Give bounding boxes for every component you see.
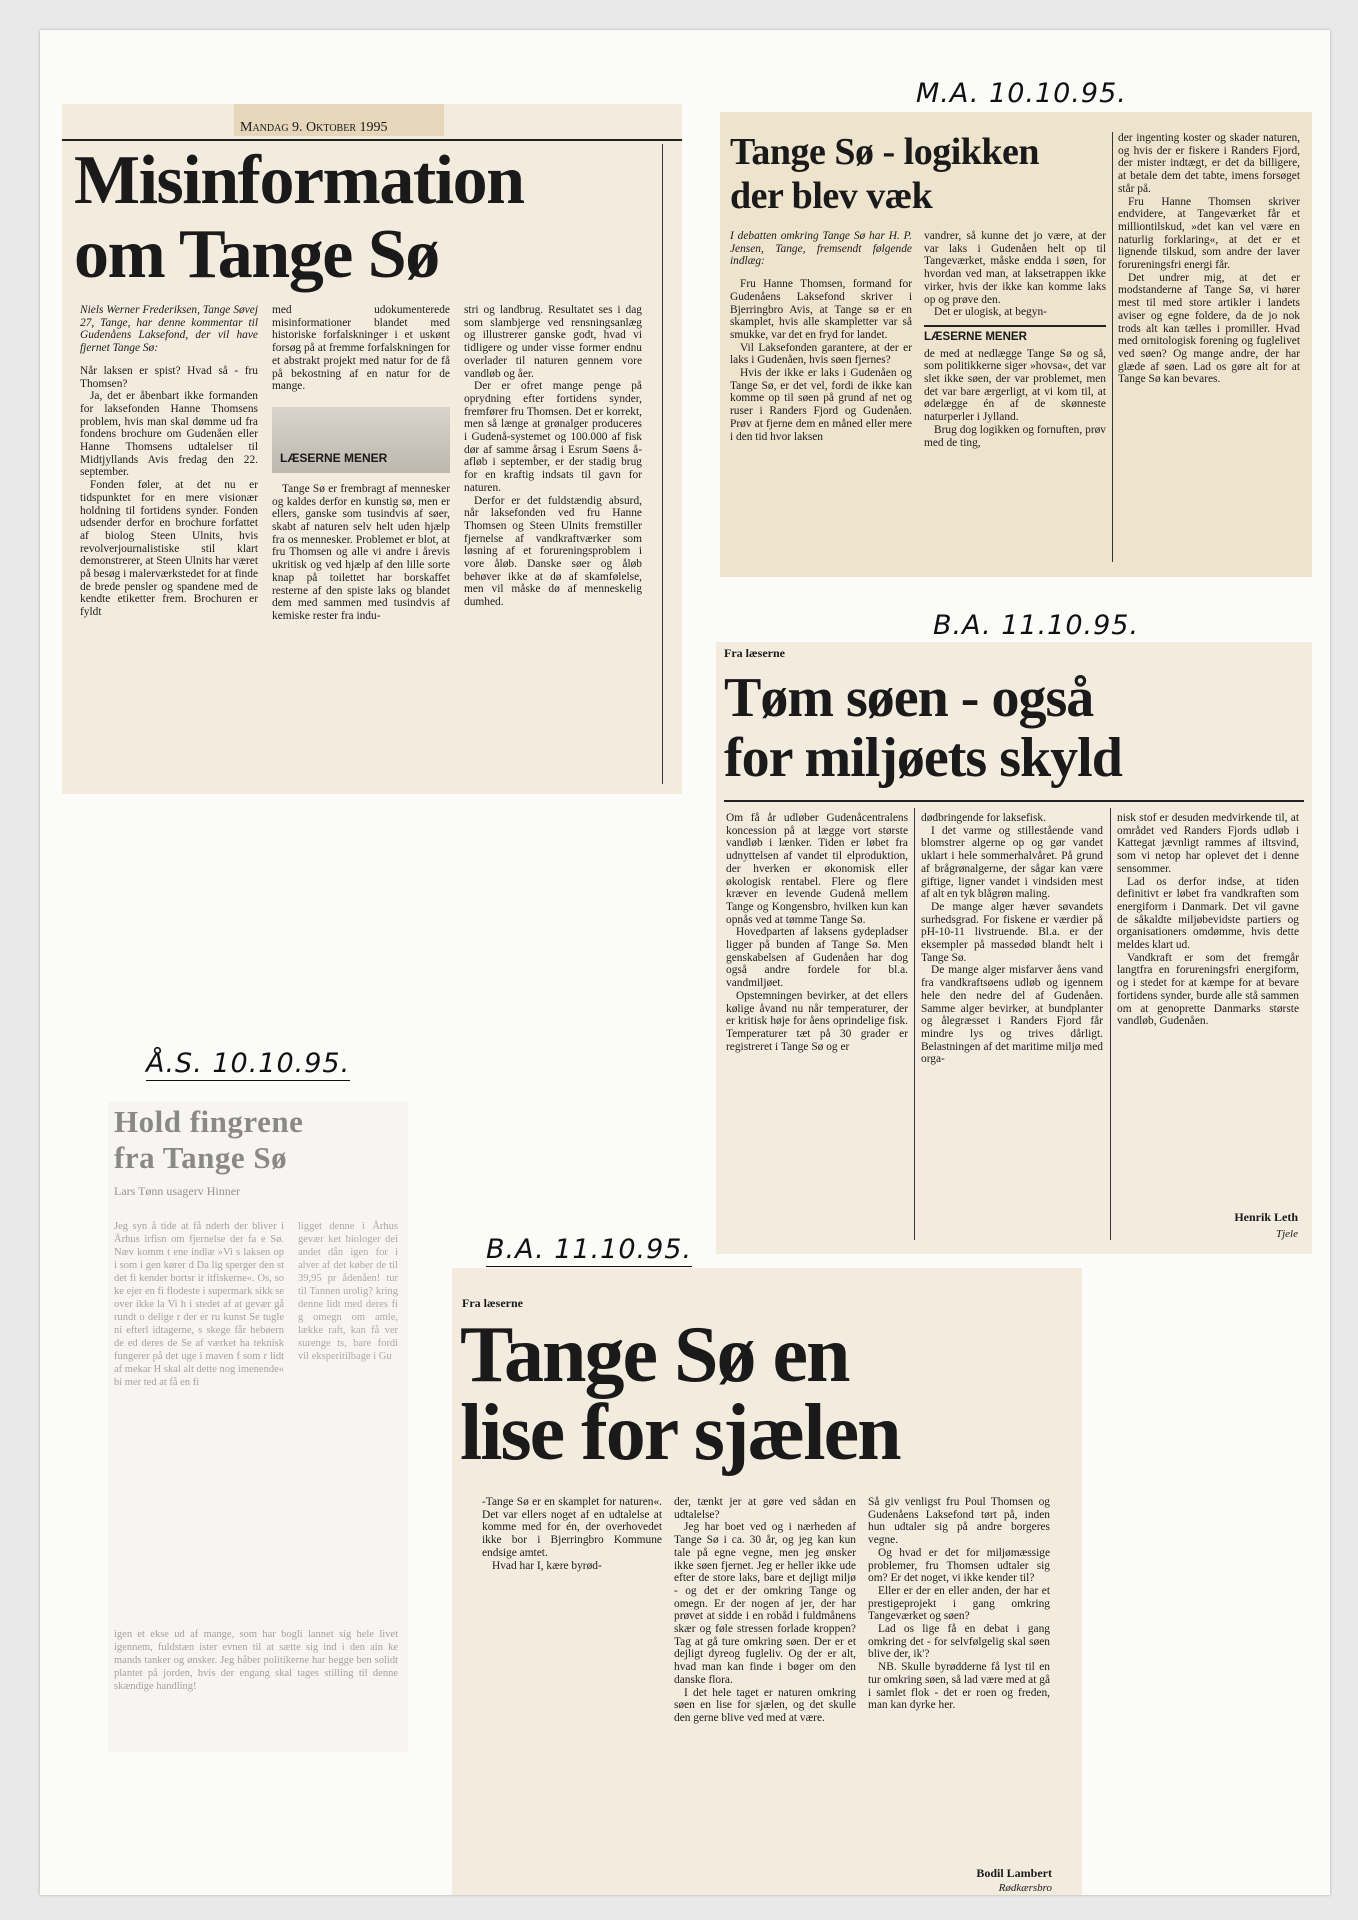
paragraph: Opstemningen bevirker, at det ellers kølige åvand nu når temperaturer, der er kritisk høje for åens oprindelige fisk. Temperaturer tæt på 30 grader er registreret i Tange Sø og er [726,989,908,1053]
headline [74,144,524,292]
paragraph: de med at nedlægge Tange Sø og så, som politikkerne siger »hovsa«, det var slet ikke søen, der var problemet, men det var bare ærgerligt, at vi kom til, at ødelægge én af de skønneste naturperler i Jylland. [924,347,1106,424]
column-1 [80,304,258,774]
headline-line-1: Misinformation [74,142,524,219]
column-3 [1117,812,1299,1202]
intro: Lars Tønn usagerv Hinner [114,1184,241,1198]
headline-line-2: der blev væk [730,175,933,217]
column-3 [464,304,642,774]
clipping-hold-fingrene [108,1102,408,1752]
column-2 [298,1220,398,1620]
paragraph: der ingenting koster og skader naturen, og hvis der er fiskere i Randers Fjord, der mister indtægt, er det da billigere, at betale dem det tabte, imens forsøget står på. [1118,132,1300,195]
byline-place: Rødkærsbro [998,1882,1052,1894]
column-2 [674,1496,856,1890]
headline [114,1104,303,1176]
date-annotation: Å.S. 10.10.95. [146,1048,351,1079]
paragraph: med udokumenterede misinformationer blandet med historiske forfalskninger i et uskønt forsøg på at fremme forfalskningen for et abstrakt projekt med natur for de få på bekostning af en natur for de mange. [272,304,450,393]
headline [724,668,1122,788]
date-annotation: M.A. 10.10.95. [916,78,1127,109]
paragraph: dødbringende for laksefisk. [921,812,1046,824]
paragraph: Hvis der ikke er laks i Gudenåen og Tange Sø, er det vel, fordi de ikke kan komme op til søen på grund af net og ruser i Randers Fjord og Gudenåen. Prøv at fjerne dem en måned eller mere i den tid hvor laksen [730,367,912,443]
headline-line-2: om Tange Sø [74,216,439,293]
column-3 [868,1496,1050,1846]
paragraph: Vandkraft er som det fremgår langtfra en forureningsfri energiform, og i stedet for at kæmpe for at bevare fortidens synder, burde alle stå sammen om at genoprette Danmarks største vandløb, Gudenåen. [1117,951,1299,1028]
column-2 [272,304,450,774]
scrapbook-page [40,30,1330,1895]
column-rule [662,144,663,784]
kicker: Fra læserne [724,646,785,660]
paragraph: I det hele taget er naturen omkring søen en lise for sjælen, og det skulle den gerne blive ved med at være. [674,1686,856,1724]
section-box [272,407,450,473]
paragraph: De mange alger hæver søvandets surhedsgrad. For fiskene er værdier på pH-10-11 livstruende. Bl.a. er der eksempler på massedød blandt helt i Tange Sø. [921,900,1103,964]
paragraph: NB. Skulle byrødderne få lyst til en tur omkring søen, så lad være med at gå i samlet flok - det er roen og freden, man kan dyrke her. [868,1661,1050,1712]
headline [460,1311,900,1477]
headline-rule-top [62,139,682,141]
paragraph: Fonden føler, at det nu er tidspunktet for en mere visionær holdning til fortidens synder. Fonden udsender derfor en brochure forfattet af biolog Steen Ulnits, hvis revolverjournalistiske stil klart demonstrerer, at Steen Ulnits har været på besøg i malerværkstedet for at finde de brede pensler og spandene med de kendte etiketter frem. Brochuren er fyldt [80,479,258,619]
headline-line-2: for miljøets skyld [724,727,1122,789]
headline [730,130,1039,218]
paragraph: Ja, det er åbenbart ikke formanden for laksefonden Hanne Thomsens problem, hvis man skal dømme ud fra fondens brochure om Gudenåen eller Hanne Thomsens udtalelser til Midtjyllands Avis fredag den 22. september. [80,390,258,479]
paragraph: igen et ekse ud af mange, som har bogli lannet sig hele livet igennem, fuldstæn ister evnen til at sætte sig ind i den ain ke mands tanker og ønsker. Jeg håber politikerne har begge ben solidt plantet på jorden, hvis der engang skal tages stilling til denne skændige handling! [114,1629,398,1692]
headline-line-1: Tange Sø en [460,1311,849,1399]
paragraph: Derfor er det fuldstændig absurd, når laksefonden ved fru Hanne Thomsen og Steen Ulnits fremstiller fjernelse af vandkraftværker som løsning af et forureningsproblem i vore åløb. Danske søer og åløb behøver ikke at dø af skamfølelse, men vil måske dø af menneskelig dumhed. [464,494,642,609]
paragraph: Lad os derfor indse, at tiden definitivt er løbet fra vandkraften som energiform i Danmark. Det vil gavne de såkaldte miljøbevidste partiers og organisationers omdømme, hvis dette meldes klart ud. [1117,875,1299,952]
byline-place: Tjele [1276,1228,1298,1240]
headline-rule [724,800,1304,802]
paragraph: I det varme og stillestående vand blomstrer algerne op og gør vandet uklart i hele sommerhalvåret. På grund af brågrønalgerne, der sågar kan være giftige, ligner vandet i vindsiden mest af alt en tyk blågrøn maling. [921,824,1103,901]
column-1 [114,1220,284,1620]
section-label: LÆSERNE MENER [924,325,1106,344]
paragraph: vandrer, så kunne det jo være, at der var laks i Gudenåen helt op til Tangeværket, måske endda i søen, for hvordan ved man, at laksetrappen ikke virker, hvis der ikke kan komme laks op og prøve den. [924,230,1106,306]
clipping-logikken [720,112,1312,577]
column-3 [1118,132,1300,570]
paragraph: nisk stof er desuden medvirkende til, at området ved Randers Fjords udløb i Kattegat jævnligt rammes af iltsvind, som vi netop har oplevet det i denne sensommer. [1117,812,1299,875]
paragraph: Der er ofret mange penge på oprydning efter fortidens synder, fremfører fru Thomsen. Det er korrekt, men så længe at grønalger produceres i Gudenå-systemet og 100.000 af fisk dør af samme årsag i Esrum Søens å-afløb i september, er der stadig brug for en kraftig indsats til gavn for naturen. [464,380,642,494]
headline-line-1: Tange Sø - logikken [730,131,1040,173]
paragraph: Hovedparten af laksens gydepladser ligger på bunden af Tange Sø. Men genskabelsen af Gudenåen har dog også andre fordele for bl.a. vandmiljøet. [726,926,908,990]
headline-line-2: fra Tange Sø [114,1140,288,1175]
paragraph: Vil Laksefonden garantere, at der er laks i Gudenåen, hvis søen fjernes? [730,341,912,367]
paragraph: Fru Hanne Thomsen skriver endvidere, at Tangeværket får et milliontilskud, »det kan vel være en naturlig forklaring«, at det er et lignende tilskud, som andre der laver forureningsfri energi får. [1118,195,1300,272]
column-1 [482,1496,662,1616]
column-rule [1110,808,1111,1240]
byline: Bodil Lambert [976,1866,1052,1880]
dateline: Mandag 9. Oktober 1995 [240,120,388,135]
paragraph: der, tænkt jer at gøre ved sådan en udtalelse? [674,1496,856,1521]
column-1 [726,812,908,1242]
intro: Niels Werner Frederiksen, Tange Søvej 27, Tange, har denne kommentar til Gudenåens Laksefond, der vil have fjernet Tange Sø: [80,304,258,355]
paragraph: Lad os lige få en debat i gang omkring det - for selvfølgelig skal søen blive der, ik'? [868,1623,1050,1661]
byline: Henrik Leth [1234,1210,1298,1224]
column-2 [921,812,1103,1242]
headline-line-1: Hold fingrene [114,1104,304,1139]
headline-line-1: Tøm søen - også [724,667,1094,729]
paragraph: Brug dog logikken og fornuften, prøv med de ting, [924,423,1106,449]
paragraph: Jeg syn å tide at få nderh der bliver i Århus irfisn om fjernelse der fa e Sø. Næv komm t ene indlæ »Vi s laksen op i som i gen kører d Da lig sperger den st det fi kender bortsr ir itfiskerne«. Os, so ke ejer en fi flodeste i supermark sikk se over ikke la Vi h i stedet af at gevær gå rundt o delige r der er ru kunst Se tugle ni efterl idtagerne, s skege får hebøern de ed deres de Se af værket ha teknisk fungerer på det uge i maven f som r lidt af mekar H skal alt dette nog imenende« bi mer ted at få en fi [114,1221,284,1388]
paragraph: Og hvad er det for miljømæssige problemer, fru Thomsen udtaler sig om? Er det noget, vi ikke kender til? [868,1546,1050,1585]
headline-line-2: lise for sjælen [460,1389,900,1477]
paragraph: De mange alger misfarver åens vand fra vandkraftsøens udløb og igennem hele den nedre del af Gudenåen. Samme alger bevirker, at bundplanter og ålegræsset i Randers Fjord får mindre lys og trives dårligt. Belastningen af det maritime miljø med orga- [921,964,1103,1066]
paragraph: Tange Sø er frembragt af mennesker og kaldes derfor en kunstig sø, men er ellers, ganske som tusindvis af søer, skabt af naturen selv helt uden hjælp fra os mennesker. Problemet er blot, at fru Thomsen og alle vi andre i årevis ukritisk og ved hjælp af den lille sorte knap på toilettet har borskaffet resterne af den spiste laks og blandet dem med sammen med tusindvis af kemiske rester fra indu- [272,482,450,622]
date-annotation: B.A. 11.10.95. [486,1234,693,1265]
paragraph: -Tange Sø er en skamplet for naturen«. Det var ellers noget af en udtalelse at komme med for én, der overhovedet ikke bor i Bjerringbro Kommune endsige amtet. [482,1496,662,1559]
section-label: LÆSERNE MENER [280,451,388,466]
closing-paragraph [114,1628,398,1746]
paragraph: Om få år udløber Gudenåcentralens koncession på at lægge vort største vandløb i lænker. Tiden er løbet fra udnyttelsen af vandet til elproduktion, der hverken er økonomisk eller økologisk rentabel. Flere og flere kræver en levende Gudenå mellem Tange og Kongensbro, hvilken kun kan opnås ved at tømme Tange Sø. [726,812,908,926]
clipping-tom-soen [716,642,1312,1254]
intro: I debatten omkring Tange Sø har H. P. Jensen, Tange, fremsendt følgende indlæg: [730,230,912,268]
paragraph: Eller er der en eller anden, der har et prestigeprojekt i gang omkring Tangeværket og søen? [868,1584,1050,1623]
paragraph: Det undrer mig, at det er modstanderne af Tange Sø, vi hører mest til med store artikler i landets aviser og egne foldere, da de jo nok trods alt kan tælles i promiller. Hvad med ornitologisk forening og fuglelivet ved søen? Og mange andre, der har glæde af søen. Lad os gøre alt for at Tange Sø kan bevares. [1118,271,1300,386]
clipping-lise-for-sjaelen [452,1268,1082,1895]
paragraph: stri og landbrug. Resultatet ses i dag som slambjerge ved rensningsanlæg og illustrerer ganske godt, hvad vi tidligere og under visse former endnu overlader til naturen gennem vore vandløb og åer. [464,304,642,380]
paragraph: Så giv venligst fru Poul Thomsen og Gudenåens Laksefond tørt på, inden hun udtaler sig på andre borgeres vegne. [868,1496,1050,1547]
paragraph: Jeg har boet ved og i nærheden af Tange Sø i ca. 30 år, og jeg kan kun tale på egne vegne, men jeg ønsker ikke søen fjernet. Jeg er heller ikke ude efter de store laks, bare et dejligt miljø - og det er der omkring Tange og omegn. Er der nogen af jer, der har prøvet at sidde i en robåd i fuldmånens skær og føle stressen forlade kroppen? Tag at gå ture omkring søen. Der er et dejligt dyreog fugleliv. Og der er alt, hvad man kan finde i bøger om den danske flora. [674,1521,856,1686]
column-1 [730,230,912,570]
kicker: Fra læserne [462,1296,523,1310]
paragraph: Hvad har I, kære byrød- [492,1559,602,1572]
paragraph: Når laksen er spist? Hvad så - fru Thomsen? [80,364,258,390]
paragraph: Det er ulogisk, at begyn- [934,306,1047,319]
column-rule [1112,132,1113,562]
clipping-misinformation [62,104,682,794]
paragraph: Fru Hanne Thomsen, formand for Gudenåens Laksefond skriver i Bjerringbro Avis, at Tange sø er en skamplet, hvis alle skampletter var så smukke, var det en fryd for landet. [730,278,912,341]
column-rule [914,808,915,1240]
paragraph: ligget denne i Århus gevær ket biologer dei andet dån igen for i alver af det køber de til 39,95 pr ådenåen! tur til Tannen urolig? kring denne lidt med deres fi g omegn om amle, lække raft, kan få ver surenge ts, bare fordi vil eksperitilbage i Gu [298,1221,398,1362]
column-2 [924,230,1106,570]
date-annotation: B.A. 11.10.95. [933,610,1140,641]
